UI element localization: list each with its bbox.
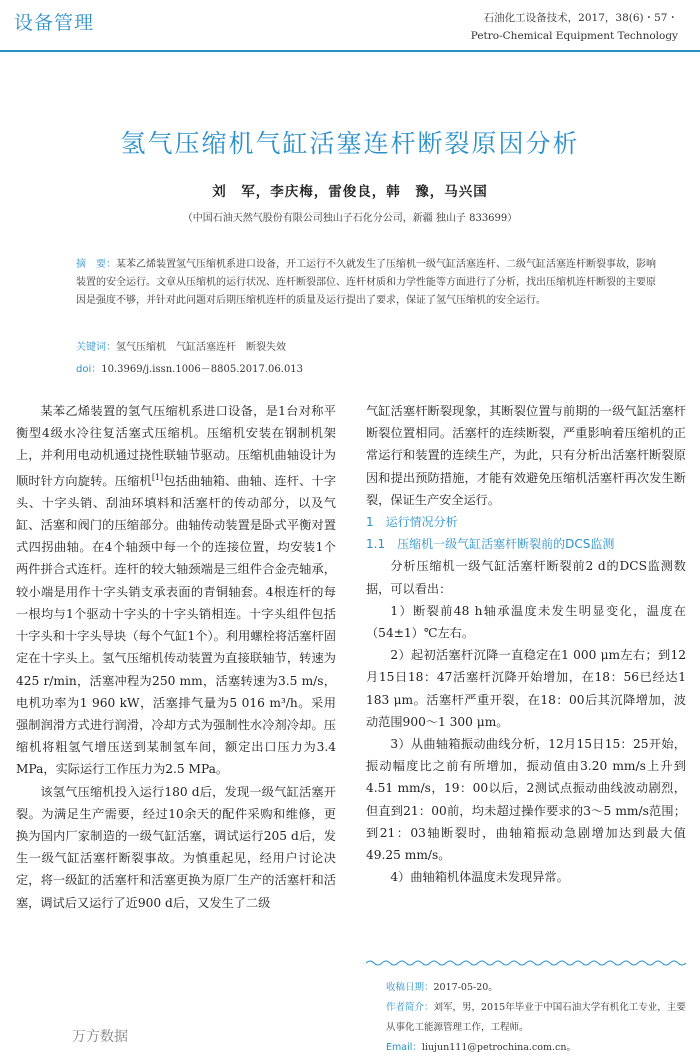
email-link[interactable]: liujun111@petrochina.com.cn。	[421, 1042, 576, 1053]
journal-line: 石油化工设备技术，2017，38(6)・57・	[483, 12, 678, 24]
authors: 刘 军，李庆梅，雷俊良，韩 豫，马兴国	[212, 184, 488, 200]
footnote	[386, 978, 686, 1058]
author-bio: 作者简介：刘军，男，2015年毕业于中国石油大学有机化工专业，主要从事化工能源管理工作，工程师。	[386, 1002, 686, 1033]
section-heading-1-1: 1.1 压缩机一级气缸活塞杆断裂前的DCS监测	[366, 537, 615, 552]
journal-info	[471, 9, 678, 45]
keywords-text: 氢气压缩机 气缸活塞连杆 断裂失效	[116, 342, 286, 353]
finding-4: 4）曲轴箱机体温度未发现异常。	[390, 870, 569, 885]
finding-2: 2）起初活塞杆沉降一直稳定在1 000 μm左右；到12月15日18：47活塞杆沉降开始增加，在18：56已经达1 183 μm。活塞杆严重开裂，在18：00后其沉降增加，波动范围900～1 300 μm。	[366, 648, 686, 729]
right-column	[366, 400, 686, 888]
abstract-label: 摘 要：	[76, 259, 116, 270]
doi-link[interactable]: 10.3969/j.issn.1006－8805.2017.06.013	[101, 364, 304, 375]
abstract-text: 某苯乙烯装置氢气压缩机系进口设备，开工运行不久就发生了压缩机一级气缸活塞连杆、二级气缸活塞连杆断裂事故，影响装置的安全运行。文章从压缩机的运行状况、连杆断裂部位、连杆材质和力学性能等方面进行了分析，找出压缩机连杆断裂的主要原因是强度不够，并针对此问题对后期压缩机连杆的质量及运行提出了要求，保证了氢气压缩机的安全运行。	[76, 259, 656, 306]
doi-label: doi：	[76, 364, 102, 375]
section-label: 设备管理	[14, 12, 95, 34]
left-column	[16, 400, 336, 914]
keywords-label: 关键词：	[76, 342, 116, 353]
journal-english-name: Petro-Chemical Equipment Technology	[470, 30, 678, 42]
keywords	[76, 338, 286, 353]
affiliation: （中国石油天然气股份有限公司独山子石化分公司，新疆 独山子 833699）	[182, 213, 518, 224]
intro-paragraph-2: 该氢气压缩机投入运行180 d后，发现一级气缸活塞开裂。为满足生产需要，经过10余天的配件采购和维修，更换为国内厂家制造的一级气缸活塞，调试运行205 d后，发生一级气缸活塞杆断裂事故。为慎重起见，经用户讨论决定，将一级缸的活塞杆和活塞更换为原厂生产的活塞杆和活塞，调试后又运行了近900 d后，又发生了二级	[16, 784, 336, 910]
finding-3: 3）从曲轴箱振动曲线分析，12月15日15：25开始，振动幅度比之前有所增加，振动值由3.20 mm/s上升到4.51 mm/s，19：00以后，2测试点振动曲线波动剧烈，但直到21：00前，均未超过操作要求的3～5 mm/s范围；到21：03轴断裂时，曲轴箱振动急剧增加达到最大值49.25 mm/s。	[366, 737, 686, 863]
watermark: 万方数据	[72, 1029, 128, 1045]
author-email: Email：liujun111@petrochina.com.cn。	[386, 1042, 576, 1053]
doi	[76, 360, 303, 375]
reference-mark[interactable]: [1]	[151, 472, 164, 482]
abstract	[76, 256, 656, 310]
paper-title: 氢气压缩机气缸活塞连杆断裂原因分析	[120, 129, 580, 158]
finding-1: 1）断裂前48 h轴承温度未发生明显变化，温度在（54±1）℃左右。	[366, 603, 686, 641]
received-date: 收稿日期：2017-05-20。	[386, 982, 498, 993]
header-divider	[0, 50, 700, 52]
dcs-intro: 分析压缩机一级气缸活塞杆断裂前2 d的DCS监测数据，可以看出：	[366, 559, 686, 596]
continued-paragraph: 气缸活塞杆断裂现象，其断裂位置与前期的一级气缸活塞杆断裂位置相同。活塞杆的连续断裂，严重影响着压缩机的正常运行和装置的连续生产，为此，只有分析出活塞杆断裂原因和提出预防措施，才能有效避免压缩机活塞杆再次发生断裂，保证生产安全运行。	[366, 404, 686, 507]
footnote-wavy-divider	[366, 958, 686, 968]
section-heading-1: 1 运行情况分析	[366, 515, 458, 530]
intro-paragraph-1: 某苯乙烯装置的氢气压缩机系进口设备，是1台对称平衡型4级水冷往复活塞式压缩机。压缩机安装在钢制机架上，并利用电动机通过挠性联轴节驱动。压缩机曲轴设计为顺时针方向旋转。压缩机[1]包括曲轴箱、曲轴、连杆、十字头、十字头销、刮油环填料和活塞杆的传动部分，以及气缸、活塞和阀门的压缩部分。曲轴传动装置是卧式平衡对置式四拐曲轴。在4个轴颈中每一个的连接位置，均安装1个两件拼合式连杆。连杆的较大轴颈端是三组件合金壳轴承，较小端是用作十字头销支承表面的青铜轴套。4根连杆的每一根均与1个驱动十字头的十字头销相连。十字头组件包括十字头和十字头导块（每个气缸1个）。利用螺栓将活塞杆固定在十字头上。氢气压缩机传动装置为直接联轴节，转速为425 r/min，活塞冲程为250 mm，活塞转速为3.5 m/s，电机功率为1 960 kW，活塞排气量为5 016 m³/h。采用强制润滑方式进行润滑，冷却方式为强制性水冷剂冷却。压缩机将粗氢气增压送到某制氢车间，额定出口压力为3.4 MPa，实际运行工作压力为2.5 MPa。	[16, 404, 337, 777]
